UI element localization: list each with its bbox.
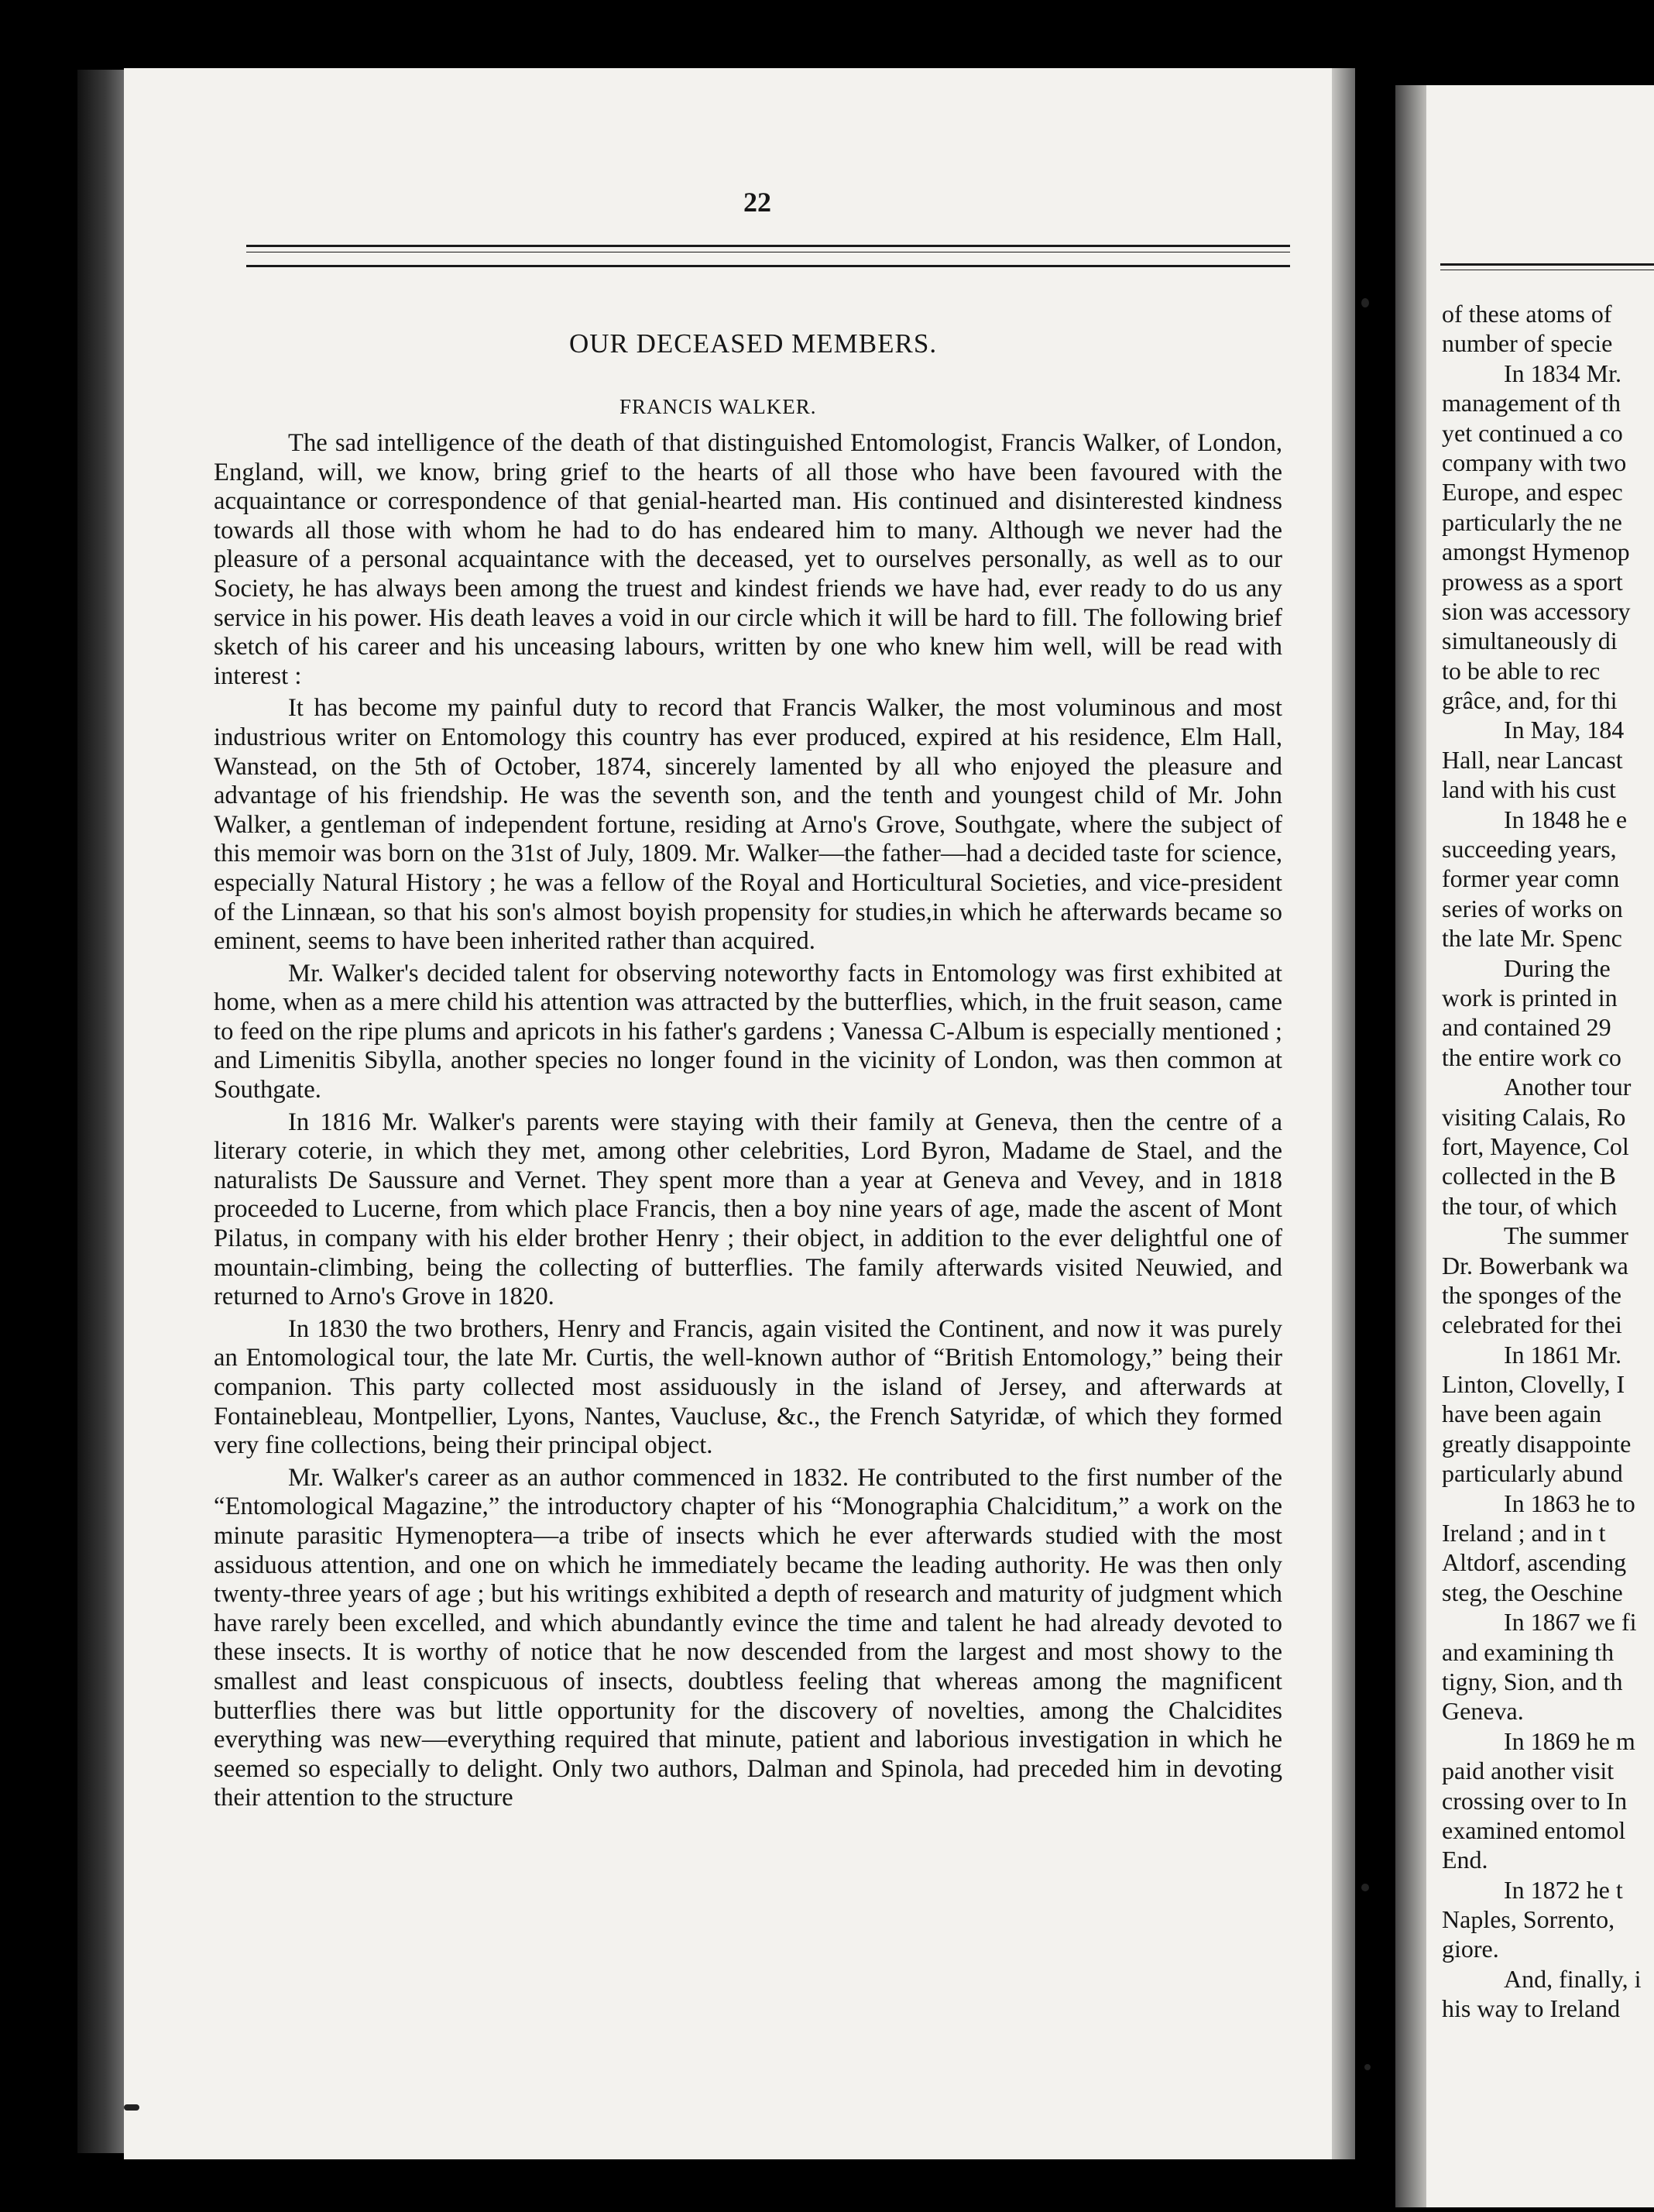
right-page-line: In 1848 he e [1504,805,1628,833]
right-page-line: And, finally, i [1504,1964,1642,1993]
print-speck [1361,1884,1369,1891]
right-page-line: succeeding years, [1442,835,1617,864]
right-page-line: particularly abund [1442,1459,1623,1488]
paragraph: In 1816 Mr. Walker's parents were staying with their family at Geneva, then the centre of a literary coterie, in which they met, among other celebrities, Lord Byron, Madame de Stael, and the naturalists De Saussure and Vernet. They spent more than a year at Geneva and Vevey, and in 1818 proceeded to Lucerne, from which place Francis, then a boy nine years of age, made the ascent of Mont Pilatus, in company with his elder brother Henry ; their object, in addition to the ever delightful one of mountain-climbing, being the collecting of butterflies. The family afterwards visited Neuwied, and returned to Arno's Grove in 1820. [214,1108,1282,1311]
print-speck [1361,298,1369,307]
article-body [214,429,1282,1816]
right-page-line: particularly the ne [1442,507,1622,536]
right-page-line: steg, the Oeschine [1442,1578,1623,1606]
right-page-line: Naples, Sorrento, [1442,1905,1615,1934]
right-page-line: land with his cust [1442,775,1616,804]
right-page-line: Ireland ; and in t [1442,1519,1606,1547]
right-page-line: In 1869 he m [1504,1726,1635,1755]
right-page-line: Linton, Clovelly, I [1442,1370,1625,1399]
right-page-line: collected in the B [1442,1162,1616,1190]
paragraph: Mr. Walker's career as an author commenced in 1832. He contributed to the first number of the “Entomological Magazine,” the introductory chapter of his “Monographia Chalciditum,” a work on the minute parasitic Hymenoptera—a tribe of insects which he ever afterwards studied with the most assiduous attention, and one on which he immediately became the leading authority. He was then only twenty-three years of age ; but his writings exhibited a depth of research and maturity of judgment which have rarely been excelled, and which abundantly evince the time and talent he had already devoted to these insects. It is worthy of notice that he now descended from the largest and most showy to the smallest and least conspicuous of insects, doubtless feeling that whereas among the magnificent butterflies there was but little opportunity for the discovery of novelties, among the Chalcidites everything was new—everything required that minute, patient and laborious investigation in which he seemed so especially to delight. Only two authors, Dalman and Spinola, had preceded him in devoting their attention to the structure [214,1463,1282,1812]
right-page-line: to be able to rec [1442,656,1601,685]
right-page-line: celebrated for thei [1442,1310,1622,1339]
right-page-line: grâce, and, for thi [1442,686,1618,715]
right-page-line: fort, Mayence, Col [1442,1132,1629,1160]
right-page-line: visiting Calais, Ro [1442,1102,1626,1131]
paragraph: Mr. Walker's decided talent for observing noteworthy facts in Entomology was first exhibited at home, when as a mere child his attention was attracted by the butterflies, which, in the fruit season, came to feed on the ripe plums and apricots in his father's gardens ; Vanessa C-Album is especially mentioned ; and Limenitis Sibylla, another species no longer found in the vicinity of London, was then common at Southgate. [214,959,1282,1104]
right-page-line: the sponges of the [1442,1280,1621,1309]
right-page-line: the entire work co [1442,1042,1621,1071]
paragraph: The sad intelligence of the death of that distinguished Entomologist, Francis Walker, of London, England, will, we know, bring grief to the hearts of all those who have been favoured with the acquaintance or correspondence of that genial-hearted man. His continued and disinterested kindness towards all those with whom he had to do has endeared him to many. Although we never had the pleasure of a personal acquaintance with the deceased, yet to ourselves personally, as well as to our Society, he has always been among the truest and kindest friends we have had, ever ready to do us any service in his power. His death leaves a void in our circle which it will be hard to fill. The following brief sketch of his career and his unceasing labours, written by one who knew him well, will be read with interest : [214,429,1282,690]
right-page-line: Dr. Bowerbank wa [1442,1251,1628,1279]
right-page-line: Hall, near Lancast [1442,745,1623,774]
right-page-text [1442,299,1654,2024]
right-page-line: former year comn [1442,864,1620,893]
right-page-line: the late Mr. Spenc [1442,924,1622,953]
right-page-line: company with two [1442,448,1627,476]
right-page-line: prowess as a sport [1442,567,1623,596]
right-page-line: In 1863 he to [1504,1489,1635,1517]
right-page-line: In 1867 we fi [1504,1608,1637,1637]
right-page-line: giore. [1442,1935,1499,1963]
right-page-line: crossing over to In [1442,1786,1628,1815]
right-page-line: the tour, of which [1442,1191,1618,1220]
right-page-line: sion was accessory [1442,596,1631,625]
right-page-line: amongst Hymenop [1442,538,1630,566]
right-page-line: Europe, and espec [1442,478,1623,507]
right-page-line: Altdorf, ascending [1442,1548,1627,1577]
article-subtitle: FRANCIS WALKER. [619,395,817,418]
right-page-line: his way to Ireland [1442,1994,1621,2023]
right-page-line: tigny, Sion, and th [1442,1667,1623,1695]
right-page-line: paid another visit [1442,1757,1615,1785]
right-page-line: management of th [1442,389,1621,417]
header-rule-top [246,245,1290,247]
paragraph: It has become my painful duty to record that Francis Walker, the most voluminous and most industrious writer on Entomology this country has ever produced, expired at his residence, Elm Hall, Wanstead, on the 5th of October, 1874, sincerely lamented by all who enjoyed the pleasure and advantage of his friendship. He was the seventh son, and the tenth and youngest child of Mr. John Walker, a gentleman of independent fortune, residing at Arno's Grove, Southgate, where the subject of this memoir was born on the 31st of July, 1809. Mr. Walker—the father—had a decided taste for science, especially Natural History ; he was a fellow of the Royal and Horticultural Societies, and vice-president of the Linnæan, so that his son's almost boyish propensity for studies,in which he afterwards became so eminent, seems to have been inherited rather than acquired. [214,694,1282,956]
right-page-line: of these atoms of [1442,300,1612,328]
right-page-line: Geneva. [1442,1697,1524,1726]
header-rule-bottom [246,265,1290,267]
page-gutter-shadow [77,70,124,2153]
right-page-line: and contained 29 [1442,1013,1611,1042]
right-page-header-rule [1440,263,1654,266]
right-page-line: simultaneously di [1442,627,1618,655]
page-number: 22 [743,187,771,218]
article-title: OUR DECEASED MEMBERS. [569,328,938,359]
right-page-line: In 1872 he t [1504,1875,1623,1904]
print-speck [1364,2064,1371,2070]
right-page-line: Another tour [1504,1073,1632,1101]
right-page-line: End. [1442,1846,1488,1874]
right-page-line: and examining th [1442,1637,1615,1666]
right-page-line: have been again [1442,1400,1602,1428]
right-page-line: During the [1504,953,1611,982]
right-page-line: greatly disappointe [1442,1429,1632,1458]
right-page-line: The summer [1504,1221,1628,1250]
right-page-line: number of specie [1442,329,1613,358]
right-page-line: In 1834 Mr. [1504,359,1621,387]
right-page-line: work is printed in [1442,983,1618,1012]
right-page-line: yet continued a co [1442,418,1623,447]
right-page-line: examined entomol [1442,1815,1626,1844]
right-page-line: series of works on [1442,894,1623,922]
right-page-line: In 1861 Mr. [1504,1340,1621,1369]
print-speck [124,2104,139,2111]
paragraph: In 1830 the two brothers, Henry and Francis, again visited the Continent, and now it was purely an Entomological tour, the late Mr. Curtis, the well-known author of “British Entomology,” being their companion. This party collected most assiduously in the island of Jersey, and afterwards at Fontainebleau, Montpellier, Lyons, Nantes, Vaucluse, &c., the French Satyridæ, of which they formed very fine collections, being their principal object. [214,1314,1282,1460]
right-page-line: In May, 184 [1504,716,1625,744]
